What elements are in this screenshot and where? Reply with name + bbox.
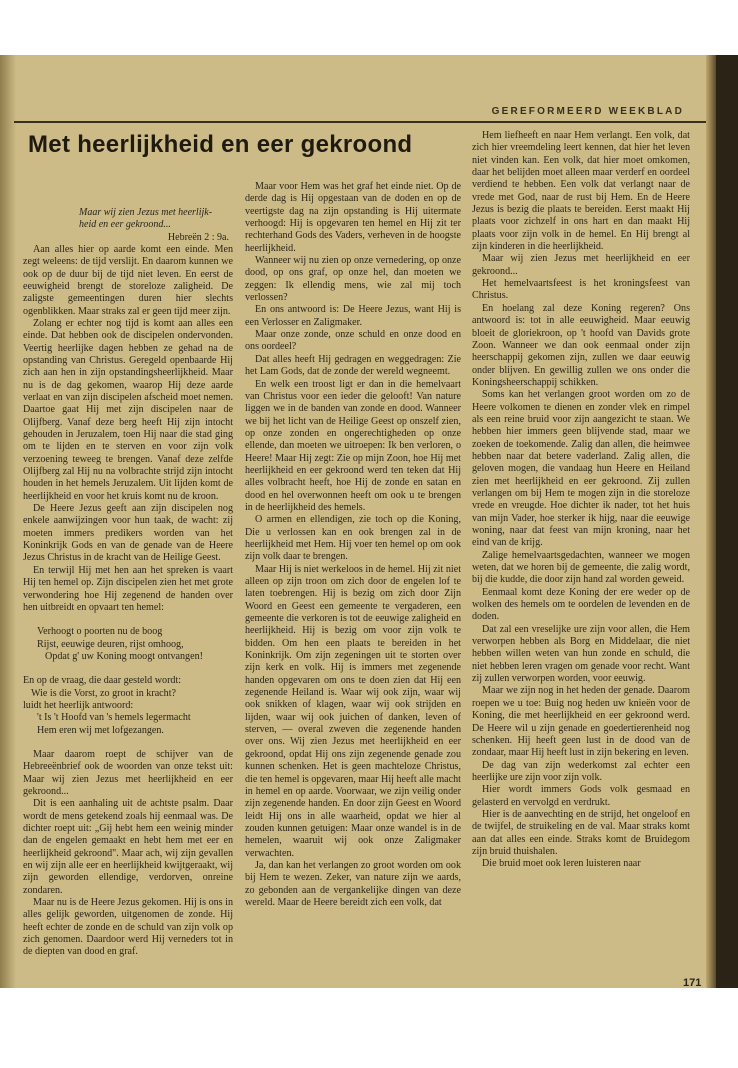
paragraph: En hoelang zal deze Koning regeren? Ons antwoord is: tot in alle eeuwigheid. Maar eeuwig bloeit de gloriekroon, op 't hoofd van Davids grote Zoon. Wanneer we dan ook eenmaal onder zijn heerschappij gekomen zijn, zullen we daar eeuwig onder blijven. En gewillig zullen we ons onder die Koningsheerschappij schikken. xyxy=(472,302,690,388)
paragraph: En terwijl Hij met hen aan het spreken is vaart Hij ten hemel op. Zijn discipelen zien het met grote verwondering hoe Hij zegenend de handen over hen uitbreidt en opvaart ten hemel: xyxy=(23,564,233,613)
paragraph: Dat zal een vreselijke ure zijn voor allen, die Hem verworpen hebben als Borg en Middelaar, die niet hebben willen weten van hun zonde en schuld, die niet hebben leren vragen om genade voor recht. Want zij zullen verworpen worden, voor eeuwig. xyxy=(472,623,690,685)
paragraph: Maar wij zien Jezus met heerlijkheid en eer gekroond... xyxy=(472,253,690,277)
paragraph: Wanneer wij nu zien op onze vernedering, op onze dood, op ons graf, op onze hel, dan moeten we zeggen: Ik ellendig mens, wie zal mij toch verlossen? xyxy=(245,255,461,304)
header-rule xyxy=(14,121,706,123)
running-head: GEREFORMEERD WEEKBLAD xyxy=(491,106,684,117)
page-gutter-shadow xyxy=(0,55,16,988)
verse-line: Wie is die Vorst, zo groot in kracht? xyxy=(31,687,176,699)
magazine-page xyxy=(0,55,738,988)
paragraph: Eenmaal komt deze Koning der ere weder op de wolken des hemels om te oordelen de levenden en de doden. xyxy=(472,586,690,623)
paragraph: Maar we zijn nog in het heden der genade. Daarom roepen we u toe: Buig nog heden uw knieën voor de Koning, die met heerlijkheid en eer gekroond werd. De Heere wil u zijn genade en goedertierenheid nog schenken. Hij heeft geen lust in de dood van de zondaar, maar Hij heeft lust in zijn bekering en leven. xyxy=(472,685,690,759)
verse-line: Verhoogt o poorten nu de boog xyxy=(37,626,163,638)
paragraph: Hier wordt immers Gods volk gesmaad en gelasterd en vervolgd en verdrukt. xyxy=(472,784,690,808)
paragraph: En op de vraag, die daar gesteld wordt: xyxy=(23,675,182,687)
verse-line: Opdat g' uw Koning moogt ontvangen! xyxy=(45,650,203,662)
paragraph: Hier is de aanvechting en de strijd, het ongeloof en de twijfel, de struikeling en de val. Maar straks komt aan dat alles een einde. Straks komt de Bruidegom zijn bruid thuishalen. xyxy=(472,808,690,857)
page-edge-shadow xyxy=(706,55,716,988)
verse-block xyxy=(23,712,233,737)
paragraph: Die bruid moet ook leren luisteren naar xyxy=(482,858,641,870)
paragraph: Hem liefheeft en naar Hem verlangt. Een volk, dat zich hier vreemdeling leert kennen, dat hier het leven niet vinden kan. Een volk, dat hier moet omkomen, daar het belijden moet alleen maar verderf en oordeel verdiend te hebben. Een volk dat verlangt naar de vrede met God, naar de rust bij Hem. En de Heere Jezus is bezig die plaats te bereiden. Eerst maakt Hij plaats voor zichzelf in ons hart en dan maakt Hij plaats voor zijn volk in de hemel. En Hij brengt al zijn kinderen in die heerlijkheid. xyxy=(472,130,690,253)
epigraph-reference: Hebreën 2 : 9a. xyxy=(167,231,229,243)
paragraph: Maar onze zonde, onze schuld en onze dood en ons oordeel? xyxy=(245,329,461,353)
paragraph: En ons antwoord is: De Heere Jezus, want Hij is een Verlosser en Zaligmaker. xyxy=(245,304,461,328)
paragraph: Dat alles heeft Hij gedragen en weggedragen: Zie het Lam Gods, dat de zonde der wereld wegneemt. xyxy=(245,353,461,378)
verse-line: Hem eren wij met lofgezangen. xyxy=(37,724,164,736)
paragraph: De Heere Jezus geeft aan zijn discipelen nog enkele aanwijzingen voor hun taak, de wacht: zij moeten immers predikers worden van het Koninkrijk Gods en van de genade van de Heere Jezus Christus in de kracht van de Heilige Geest. xyxy=(23,503,233,564)
paragraph: Maar voor Hem was het graf het einde niet. Op de derde dag is Hij opgestaan van de doden en op de veertigste dag na zijn opstanding is Hij uitermate verhoogd: Hij is opgevaren ten hemel en Hij zit ter rechterhand Gods des Vaders, verheven in de hoogste heerlijkheid. xyxy=(245,181,461,254)
epigraph xyxy=(23,207,233,232)
paragraph: Maar daarom roept de schijver van de Hebreeënbrief ook de woorden van onze tekst uit: Maar wij zien Jezus met heerlijkheid en eer gekroond... xyxy=(23,748,233,797)
paragraph: Zolang er echter nog tijd is komt aan alles een einde. Dat hebben ook de discipelen ondervonden. Veertig heerlijke dagen hebben ze gehad na de opstanding van Christus. Geregeld openbaarde Hij zich aan hen in zijn opstandingsheerlijkheid. Maar nu is de dag gekomen, waarop Hij deze aarde verlaat en van zijn discipelen afscheid moet nemen. Daartoe gaat Hij met zijn discipelen naar de Olijfberg. Vanaf deze berg heeft Hij zijn intocht gehouden in Jeruzalem, toen Hij naar die stad ging om te lijden en te sterven en voor zijn volk verzoening teweeg te brengen. Vanaf deze zelfde Olijfberg zal Hij nu na volbrachte strijd zijn intocht houden in het hemels Jeruzalem. Uit lijden komt de heerlijkheid en voor het kruis komt nu de kroon. xyxy=(23,317,233,502)
paragraph: Zalige hemelvaartsgedachten, wanneer we mogen weten, dat we horen bij de gemeente, die zalig wordt, bij die kudde, die door zijn hand zal worden geweid. xyxy=(472,549,690,586)
paragraph: Maar Hij is niet werkeloos in de hemel. Hij zit niet alleen op zijn troon om zich door de engelen lof te laten toebrengen. Hij is bezig om zich door Zijn Woord en Geest een gemeente te vergaderen, een gemeente die verkoren is tot de eeuwige zaligheid en heerlijkheid. Hij is bezig om voor zijn volk te bidden. Om hen een plaats te bereiden in het Koninkrijk. Om zijn zegeningen uit te storten over zijn kerk en volk. Hij is immers met zegenende handen opgevaren om ons te doen zien dat Hij een zegenende Heiland is. Waar wij ook zijn, waar wij ook snikken of klagen, waar wij ook strijden en lijden, waar wij ook juichen of danken, leven of sterven, — overal zweven die zegenende handen over ons. Wij zien Jezus met heerlijkheid en eer gekroond, opdat Hij ons zijn zegenende genade zou kunnen schenken. Het is geen machteloze Christus, die ten hemel is opgevaren, maar Hij heeft alle macht in hemel en op aarde. Voorwaar, we zijn veilig onder zijn zegenende handen. En door zijn Geest en Woord leidt Hij ons in alle waarheid, opdat we hier al zouden kunnen getuigen: Maar onze wandel is in de hemelen, waaruit wij ook onze Zaligmaker verwachten. xyxy=(245,563,461,859)
column-1 xyxy=(23,207,233,959)
paragraph: Ja, dan kan het verlangen zo groot worden om ook bij Hem te wezen. Zeker, van nature zijn we aards, zo gebonden aan de vergankelijke dingen van deze wereld. Maar de Heere bereidt zich een volk, dat xyxy=(245,859,461,908)
verse-block xyxy=(23,626,233,663)
column-3 xyxy=(472,130,690,871)
binding-edge xyxy=(716,55,738,988)
paragraph: Maar nu is de Heere Jezus gekomen. Hij is ons in alles gelijk geworden, uitgenomen de zonde. Hij heeft echter de zonde en de schuld van zijn volk op zich genomen. Daardoor werd Hij verneders tot in de diepten van dood en graf. xyxy=(23,897,233,958)
paragraph: En welk een troost ligt er dan in die hemelvaart van Christus voor een ieder die gelooft! Van nature liggen we in de banden van zonde en dood. Wanneer we bij het licht van de Heilige Geest op onszelf zien, op onze zonden en ongerechtigheden op onze ellende, dan moeten we uitroepen: Ik ben verloren, o Heere! Maar Hij zegt: Zie op mijn Zoon, hoe Hij met heerlijkheid en eer gekroond werd ten teken dat Hij alles volbracht heeft, hoe Hij de zonde en satan en dood en hel overwonnen heeft om ook u te brengen in de heerlijkheid des hemels. xyxy=(245,378,461,513)
page-number: 171 xyxy=(683,977,702,988)
verse-line: Rijst, eeuwige deuren, rijst omhoog, xyxy=(37,638,184,650)
paragraph: Aan alles hier op aarde komt een einde. Men zegt weleens: de tijd verslijt. En daarom kunnen we ook op de duur bij de tijd niet leven. En eerst de eeuwigheid brengt de storeloze zaligheid. De zaligste gemeentingen duren hier slechts ogenblikken. Maar straks zal er geen tijd meer zijn. xyxy=(23,243,233,317)
paragraph: Dit is een aanhaling uit de achtste psalm. Daar wordt de mens getekend zoals hij eenmaal was. De dichter roept uit: „Gij hebt hem een weinig minder dan de engelen gemaakt en hebt hem met eer en heerlijkheid gekroond". Maar ach, wij zijn gevallen en wij zijn alle eer en heerlijkheid kwijtgeraakt, wij zijn geworden ellendige, verdorven, onreine zondaren. xyxy=(23,798,233,896)
epigraph-line: heid en eer gekroond... xyxy=(79,219,171,231)
article-title: Met heerlijkheid en eer gekroond xyxy=(28,131,413,158)
paragraph: Het hemelvaartsfeest is het kroningsfeest van Christus. xyxy=(472,278,690,302)
paragraph: O armen en ellendigen, zie toch op die Koning, Die u verlossen kan en ook brengen zal in de heerlijkheid met Hem. Hij voer ten hemel op om ook zijn volk daar te brengen. xyxy=(245,514,461,563)
column-2 xyxy=(245,181,461,909)
paragraph: Soms kan het verlangen groot worden om zo de Heere volkomen te dienen en zonder vlek en rimpel als een reine bruid voor zijn aangezicht te staan. We hebben hier immers geen blijvende stad, maar we zoeken de toekomende. Zalig dan allen, die heimwee hebben naar dat betere vaderland. Zalig allen, die geloven mogen, die vandaag hun Heere en Heiland zien met heerlijkheid en eer gekroond. Zij zullen verlangen om bij Hem te mogen zijn in die storeloze vrede en vreugde. Hoe dichter ik nader, tot het huis van mijn Vader, hoe sterker ik hijg, naar die eeuwige woning, naar dat feest van mijn kroning, naar het eind van de krijg. xyxy=(472,389,690,549)
verse-line: 't Is 't Hoofd van 's hemels legermacht xyxy=(37,712,191,724)
epigraph-line: Maar wij zien Jezus met heerlijk- xyxy=(79,207,213,218)
paragraph: De dag van zijn wederkomst zal echter een heerlijke ure zijn voor zijn volk. xyxy=(472,759,690,783)
paragraph: luidt het heerlijk antwoord: xyxy=(23,699,134,711)
